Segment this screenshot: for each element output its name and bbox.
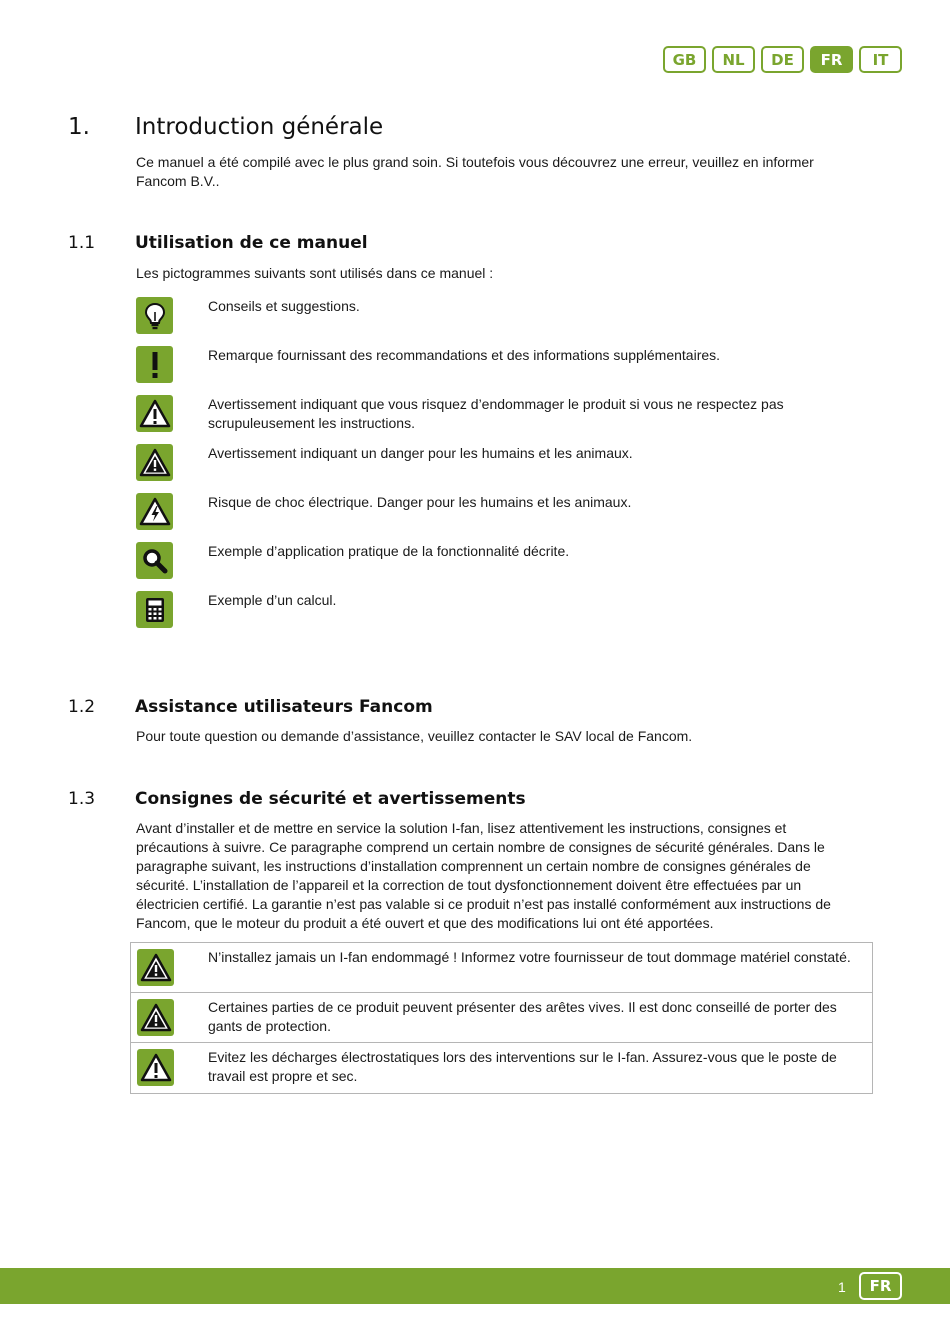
warning-filled-icon (136, 444, 173, 481)
pictogram-row (136, 591, 866, 631)
pictogram-description: Avertissement indiquant un danger pour les humains et les animaux. (208, 445, 633, 461)
section-1-3-heading (68, 789, 868, 811)
section-1-2-text: Pour toute question ou demande d’assistance, veuillez contacter le SAV local de Fancom. (136, 728, 693, 744)
section-number: 1.3 (68, 789, 96, 809)
section-title: Utilisation de ce manuel (135, 233, 368, 253)
warning-text: Certaines parties de ce produit peuvent présenter des arêtes vives. Il est donc conseillé de porter des gants de protection. (208, 999, 837, 1034)
section-title: Consignes de sécurité et avertissements (135, 789, 526, 809)
section-1-text: Ce manuel a été compilé avec le plus grand soin. Si toutefois vous découvrez une erreur, veuillez en informer Fancom B.V.. (136, 154, 814, 189)
pictogram-description: Exemple d’application pratique de la fonctionnalité décrite. (208, 543, 570, 559)
section-number: 1. (68, 114, 90, 140)
exclamation-icon (136, 346, 173, 383)
pictogram-row (136, 493, 866, 533)
warning-row (131, 943, 872, 993)
page-number: 1 (838, 1279, 846, 1295)
section-title: Introduction générale (135, 114, 384, 140)
language-selector (663, 46, 902, 73)
language-it[interactable]: IT (859, 46, 902, 73)
pictogram-description: Risque de choc électrique. Danger pour les humains et les animaux. (208, 494, 632, 510)
pictogram-description: Avertissement indiquant que vous risquez d’endommager le produit si vous ne respectez pas scrupuleusement les instructions. (208, 396, 784, 431)
section-1-2-heading (68, 697, 868, 719)
warning-filled-icon (137, 949, 174, 986)
calculator-icon (136, 591, 173, 628)
pictogram-row (136, 297, 866, 337)
lightbulb-icon (136, 297, 173, 334)
magnifier-icon (136, 542, 173, 579)
pictogram-description: Conseils et suggestions. (208, 298, 360, 314)
warning-outline-icon (137, 1049, 174, 1086)
section-1-1-intro: Les pictogrammes suivants sont utilisés dans ce manuel : (136, 265, 494, 281)
language-de[interactable]: DE (761, 46, 804, 73)
warning-outline-icon (136, 395, 173, 432)
section-number: 1.1 (68, 233, 96, 253)
footer-bar (0, 1268, 950, 1304)
footer-language-badge: FR (859, 1272, 902, 1300)
safety-warnings-table (130, 942, 873, 1094)
section-title: Assistance utilisateurs Fancom (135, 697, 433, 717)
warning-text: Evitez les décharges électrostatiques lors des interventions sur le I-fan. Assurez-vous que le poste de travail est propre et sec. (208, 1049, 837, 1084)
pictogram-row (136, 444, 866, 484)
pictogram-row (136, 542, 866, 582)
pictogram-row (136, 346, 866, 386)
language-nl[interactable]: NL (712, 46, 755, 73)
pictogram-description: Remarque fournissant des recommandations et des informations supplémentaires. (208, 347, 721, 363)
warning-filled-icon (137, 999, 174, 1036)
language-gb[interactable]: GB (663, 46, 706, 73)
warning-text: N’installez jamais un I-fan endommagé ! Informez votre fournisseur de tout dommage matériel constaté. (208, 949, 851, 965)
pictogram-description: Exemple d’un calcul. (208, 592, 337, 608)
section-number: 1.2 (68, 697, 96, 717)
electric-shock-icon (136, 493, 173, 530)
warning-row (131, 993, 872, 1043)
section-1-3-text: Avant d’installer et de mettre en service la solution I-fan, lisez attentivement les instructions, consignes et précautions à suivre. Ce paragraphe comprend un certain nombre de consignes de sécurité générales. Dans le paragraphe suivant, les instructions d’installation comprennent un certain nombre de consignes générales de sécurité. L’installation de l’appareil et la correction de tout dysfonctionnement doivent être effectuées par un électricien certifié. La garantie n’est pas valable si ce produit n’est pas installé conformément aux instructions de Fancom, que le moteur du produit a été ouvert et que des modifications lui ont été apportées. (136, 820, 831, 931)
warning-row (131, 1043, 872, 1093)
language-fr[interactable]: FR (810, 46, 853, 73)
section-1-1-heading (68, 233, 868, 255)
pictogram-row (136, 395, 866, 435)
